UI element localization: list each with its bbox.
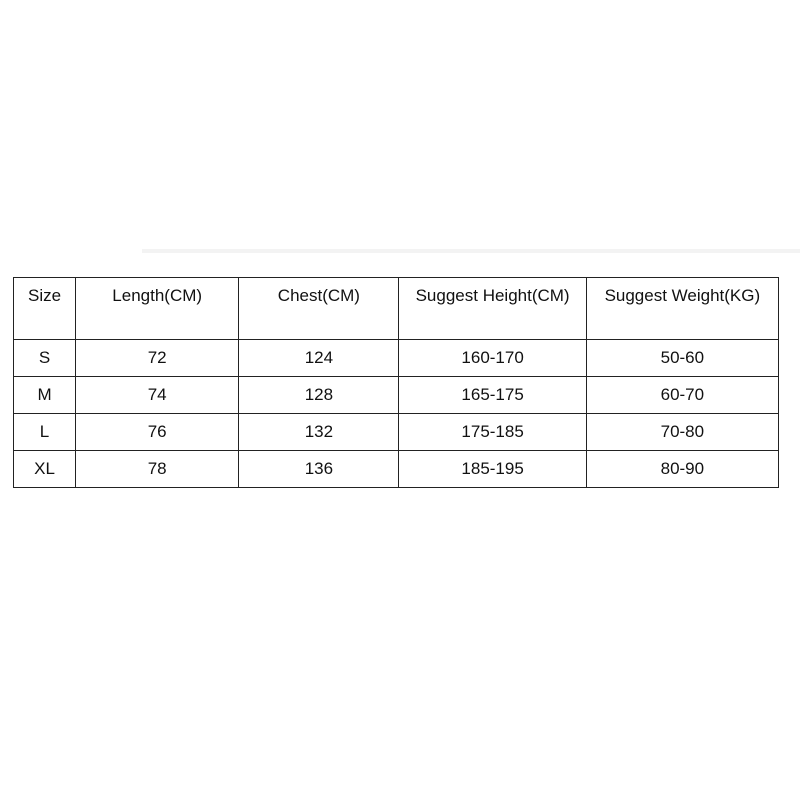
table-row: [14, 340, 779, 377]
cell-suggest-weight: 80-90: [586, 451, 778, 488]
cell-suggest-weight: 70-80: [586, 414, 778, 451]
header-size: Size: [14, 278, 76, 340]
cell-size: M: [14, 377, 76, 414]
table-header: [14, 278, 779, 340]
header-row: [14, 278, 779, 340]
cell-length: 78: [76, 451, 239, 488]
cell-length: 74: [76, 377, 239, 414]
table-row: [14, 451, 779, 488]
header-suggest-weight: Suggest Weight(KG): [586, 278, 778, 340]
cell-suggest-weight: 60-70: [586, 377, 778, 414]
cell-suggest-height: 175-185: [399, 414, 586, 451]
cell-length: 76: [76, 414, 239, 451]
header-chest: Chest(CM): [239, 278, 399, 340]
header-length: Length(CM): [76, 278, 239, 340]
cell-chest: 132: [239, 414, 399, 451]
cell-suggest-weight: 50-60: [586, 340, 778, 377]
cell-suggest-height: 165-175: [399, 377, 586, 414]
table-body: [14, 340, 779, 488]
cell-suggest-height: 160-170: [399, 340, 586, 377]
table-row: [14, 377, 779, 414]
cell-size: L: [14, 414, 76, 451]
cell-chest: 124: [239, 340, 399, 377]
top-divider: [142, 249, 800, 253]
table-row: [14, 414, 779, 451]
cell-size: S: [14, 340, 76, 377]
cell-length: 72: [76, 340, 239, 377]
cell-chest: 128: [239, 377, 399, 414]
cell-suggest-height: 185-195: [399, 451, 586, 488]
cell-size: XL: [14, 451, 76, 488]
size-chart-table: [13, 277, 779, 488]
cell-chest: 136: [239, 451, 399, 488]
header-suggest-height: Suggest Height(CM): [399, 278, 586, 340]
